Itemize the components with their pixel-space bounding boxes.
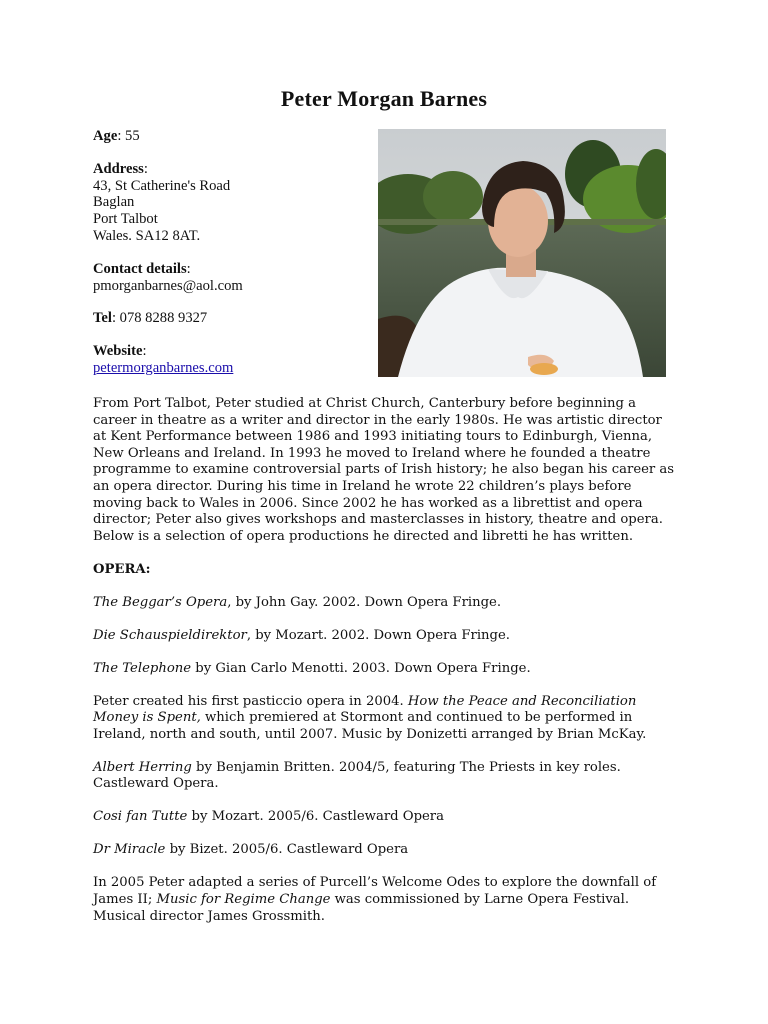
age-sep: : [117,128,126,144]
opera-entry [93,595,675,612]
tel-label: Tel [93,310,112,327]
opera-entry [93,628,675,645]
address-block [93,161,373,245]
entry-title: Music for Regime Change [156,891,331,907]
tel-line [93,310,373,327]
tel-sep: : [111,310,120,327]
opera-heading: OPERA: [93,561,151,577]
entry-text: by Bizet. 2005/6. Castleward Opera [165,842,409,858]
entry-title: The Beggar’s Opera [93,594,228,610]
entry-title: Die Schauspieldirektor [93,627,247,643]
portrait-photo [378,129,666,377]
entry-text: , by John Gay. 2002. Down Opera Fringe. [227,594,502,610]
website-label: Website [93,343,143,360]
contact-sep: : [186,260,191,277]
entry-title: Dr Miracle [93,842,166,858]
entry-title: How the Peace and Reconciliation Money is Spent, [93,693,637,726]
opera-entry [93,809,675,826]
tel-value: 078 8288 9327 [119,310,208,327]
address-line: Port Talbot [93,211,158,228]
email-address: pmorganbarnes@aol.com [93,277,243,294]
entry-title: The Telephone [93,660,192,676]
entry-text: which premiered at Stormont and continued to be performed in Ireland, north and south, until 2007. Music by Donizetti arranged by Brian McKay. [93,710,647,742]
website-sep: : [142,343,147,360]
entry-title: Cosi fan Tutte [93,809,188,825]
website-block [93,343,373,377]
biography-section [93,396,675,942]
entry-text: by Mozart. 2005/6. Castleward Opera [187,809,444,825]
portrait-image [378,129,666,377]
address-line: Wales. SA12 8AT. [93,227,201,244]
address-line: 43, St Catherine's Road [93,177,231,194]
opera-entry [93,760,675,793]
entry-title: Albert Herring [93,759,192,775]
entry-text: was commissioned by Larne Opera Festival. Musical director James Grossmith. [93,891,630,924]
entry-text: Peter created his first pasticcio opera in 2004. [93,693,408,709]
entry-text: , by Mozart. 2002. Down Opera Fringe. [246,627,510,643]
opera-entry [93,661,675,678]
contact-details [93,261,373,295]
entry-text: by Benjamin Britten. 2004/5, featuring The Priests in key roles. Castleward Opera. [93,759,621,792]
website-link[interactable]: petermorganbarnes.com [93,359,234,376]
page-title: Peter Morgan Barnes [280,86,488,111]
address-line: Baglan [93,194,135,211]
address-sep: : [143,160,148,177]
contact-block [93,128,373,393]
entry-text: In 2005 Peter adapted a series of Purcell’s Welcome Odes to explore the downfall of James II; [93,875,657,907]
opera-entry [93,875,675,925]
age-label: Age [93,128,118,144]
bio-paragraph: From Port Talbot, Peter studied at Christ Church, Canterbury before beginning a career in theatre as a writer and director in the early 1980s. He was artistic director at Kent Performance between 1986 and 1993 initiating tours to Edinburgh, Vienna, New Orleans and Ireland. In 1993 he moved to Ireland where he founded a theatre programme to examine controversial parts of Irish history; he also began his career as an opera director. During his time in Ireland he wrote 22 children’s plays before moving back to Wales in 2006. Since 2002 he has worked as a librettist and opera director; Peter also gives workshops and masterclasses in history, theatre and opera. Below is a selection of opera productions he directed and libretti he has written. [93,396,675,544]
opera-entry [93,842,675,859]
contact-label: Contact details [93,260,187,277]
opera-entry [93,694,675,744]
entry-text: by Gian Carlo Menotti. 2003. Down Opera Fringe. [191,660,531,676]
address-label: Address [93,160,144,177]
age-line [93,128,373,145]
age-value: 55 [125,128,140,144]
